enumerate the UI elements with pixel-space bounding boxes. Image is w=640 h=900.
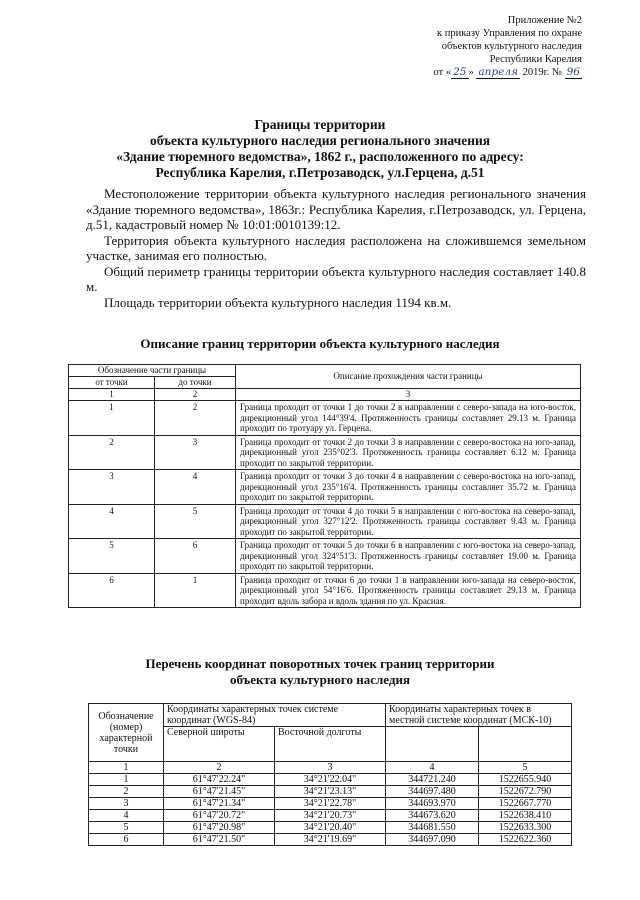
from-point-cell: 5: [69, 539, 155, 574]
index-cell: 2: [164, 762, 275, 774]
coordinates-table: [88, 703, 572, 846]
title-line: Республика Карелия, г.Петрозаводск, ул.Герцена, д.51: [155, 165, 485, 180]
index-cell: 3: [275, 762, 386, 774]
table-row: [89, 834, 572, 846]
header-to-point: до точки: [155, 377, 236, 389]
from-point-cell: 2: [69, 435, 155, 470]
table-row: [69, 435, 581, 470]
paragraph-area: Площадь территории объекта культурного наследия 1194 кв.м.: [104, 294, 452, 310]
to-point-cell: 3: [155, 435, 236, 470]
y-coordinate-cell: 1522655.940: [479, 774, 572, 786]
header-from-point: от точки: [69, 377, 155, 389]
y-coordinate-cell: 1522667.770: [479, 798, 572, 810]
coordinates-heading-line: объекта культурного наследия: [230, 671, 410, 687]
description-cell: Граница проходит от точки 4 до точки 5 в направлении с юго-востока на северо-запад, дирекционный угол 327°12'2. Протяженность границы составляет 9.43 м. Граница проходит по закрытой территории.: [236, 504, 581, 539]
from-point-cell: 3: [69, 470, 155, 505]
table-row: [89, 798, 572, 810]
appendix-line: Республики Карелия: [489, 54, 582, 65]
appendix-header: [434, 14, 582, 79]
header-description: Описание прохождения части границы: [236, 365, 581, 389]
from-label: от: [433, 67, 444, 78]
boundary-table: [68, 364, 581, 608]
appendix-line: к приказу Управления по охране: [437, 28, 582, 39]
point-cell: 3: [89, 798, 164, 810]
header-x: [386, 727, 479, 762]
longitude-cell: 34°21'19.69": [275, 834, 386, 846]
x-coordinate-cell: 344721.240: [386, 774, 479, 786]
description-cell: Граница проходит от точки 3 до точки 4 в направлении с северо-востока на юго-запад, дирекционный угол 235°16'4. Протяженность границы составляет 35.72 м. Граница проходит по закрытой территории.: [236, 470, 581, 505]
to-point-cell: 5: [155, 504, 236, 539]
description-text: [86, 186, 586, 310]
description-cell: Граница проходит от точки 5 до точки 6 в направлении с юго-востока на северо-запад, дирекционный угол 324°51'3. Протяженность границы составляет 19.00 м. Граница проходит по закрытой территории.: [236, 539, 581, 574]
longitude-cell: 34°21'20.40": [275, 822, 386, 834]
longitude-cell: 34°21'20.73": [275, 810, 386, 822]
point-cell: 4: [89, 810, 164, 822]
from-point-cell: 6: [69, 573, 155, 608]
year-label: 2019г. №: [522, 67, 562, 78]
latitude-cell: 61°47'20.72": [164, 810, 275, 822]
index-cell: 5: [479, 762, 572, 774]
header-longitude: Восточной долготы: [275, 727, 386, 762]
to-point-cell: 6: [155, 539, 236, 574]
from-point-cell: 4: [69, 504, 155, 539]
index-cell: 1: [89, 762, 164, 774]
x-coordinate-cell: 344673.620: [386, 810, 479, 822]
handwritten-month: апреля: [478, 66, 518, 78]
paragraph-territory: Территория объекта культурного наследия расположена на сложившемся земельном участке, занимая его полностью.: [86, 232, 586, 263]
x-coordinate-cell: 344697.090: [386, 834, 479, 846]
x-coordinate-cell: 344681.550: [386, 822, 479, 834]
coordinates-heading-line: Перечень координат поворотных точек границ территории: [145, 656, 495, 671]
point-cell: 2: [89, 786, 164, 798]
header-wgs84: Координаты характерных точек системе координат (WGS-84): [164, 704, 386, 727]
longitude-cell: 34°21'22.78": [275, 798, 386, 810]
title-line: «Здание тюремного ведомства», 1862 г., расположенного по адресу:: [116, 149, 524, 164]
header-y: [479, 727, 572, 762]
longitude-cell: 34°21'23.13": [275, 786, 386, 798]
header-boundary-part: Обозначение части границы: [69, 365, 236, 377]
coordinates-heading: [0, 656, 640, 687]
boundary-heading: Описание границ территории объекта культурного наследия: [140, 336, 500, 351]
y-coordinate-cell: 1522633.300: [479, 822, 572, 834]
paragraph-location: Местоположение территории объекта культурного наследия регионального значения «Здание тюремного ведомства», 1863г.: Республика Карелия, г.Петрозаводск, ул. Герцена, д.51, кадастровый номер № 10:01:0010139:12.: [86, 186, 586, 232]
description-cell: Граница проходит от точки 6 до точки 1 в направлении юго-запада на северо-восток, дирекционный угол 54°16'6. Протяженность границы составляет 29.13 м. Граница проходит вдоль забора и вдоль здания по ул. Красная.: [236, 573, 581, 608]
table-row: [69, 573, 581, 608]
table-row: [69, 401, 581, 436]
appendix-line: Приложение №2: [507, 15, 582, 26]
latitude-cell: 61°47'21.45": [164, 786, 275, 798]
longitude-cell: 34°21'22.04": [275, 774, 386, 786]
table-row: [89, 822, 572, 834]
description-cell: Граница проходит от точки 2 до точки 3 в направлении с северо-востока на юго-запад, дирекционный угол 235°02'3. Протяженность границы составляет 6.12 м. Граница проходит по закрытой территории.: [236, 435, 581, 470]
latitude-cell: 61°47'21.50": [164, 834, 275, 846]
title-line: Границы территории: [254, 117, 386, 132]
x-coordinate-cell: 344697.480: [386, 786, 479, 798]
order-date-line: от « 25 » апреля 2019г. № 96: [433, 66, 580, 78]
from-point-cell: 1: [69, 401, 155, 436]
header-latitude: Северной широты: [164, 727, 275, 762]
to-point-cell: 4: [155, 470, 236, 505]
point-cell: 1: [89, 774, 164, 786]
to-point-cell: 1: [155, 573, 236, 608]
table-row: [89, 774, 572, 786]
latitude-cell: 61°47'20.98": [164, 822, 275, 834]
document-title: [0, 117, 640, 181]
table-row: [89, 786, 572, 798]
header-msk10: Координаты характерных точек в местной системе координат (МСК-10): [386, 704, 572, 727]
point-cell: 5: [89, 822, 164, 834]
appendix-line: объектов культурного наследия: [441, 41, 582, 52]
handwritten-day: 25: [453, 66, 467, 78]
index-cell: 2: [155, 389, 236, 401]
paragraph-perimeter: Общий периметр границы территории объекта культурного наследия составляет 140.8 м.: [86, 263, 586, 294]
handwritten-number: 96: [566, 66, 580, 78]
header-point-number: Обозначение (номер) характерной точки: [89, 704, 164, 762]
y-coordinate-cell: 1522622.360: [479, 834, 572, 846]
y-coordinate-cell: 1522638.410: [479, 810, 572, 822]
to-point-cell: 2: [155, 401, 236, 436]
table-row: [69, 539, 581, 574]
latitude-cell: 61°47'22.24": [164, 774, 275, 786]
index-cell: 3: [236, 389, 581, 401]
index-cell: 4: [386, 762, 479, 774]
latitude-cell: 61°47'21.34": [164, 798, 275, 810]
table-row: [69, 470, 581, 505]
x-coordinate-cell: 344693.970: [386, 798, 479, 810]
table-row: [69, 504, 581, 539]
index-cell: 1: [69, 389, 155, 401]
table-row: [89, 810, 572, 822]
point-cell: 6: [89, 834, 164, 846]
title-line: объекта культурного наследия регионального значения: [149, 133, 491, 148]
y-coordinate-cell: 1522672.790: [479, 786, 572, 798]
description-cell: Граница проходит от точки 1 до точки 2 в направлении с северо-запада на юго-восток, дирекционный угол 144°39'4. Протяженность границы составляет 29.13 м. Граница проходит по тротуару ул. Герцена.: [236, 401, 581, 436]
